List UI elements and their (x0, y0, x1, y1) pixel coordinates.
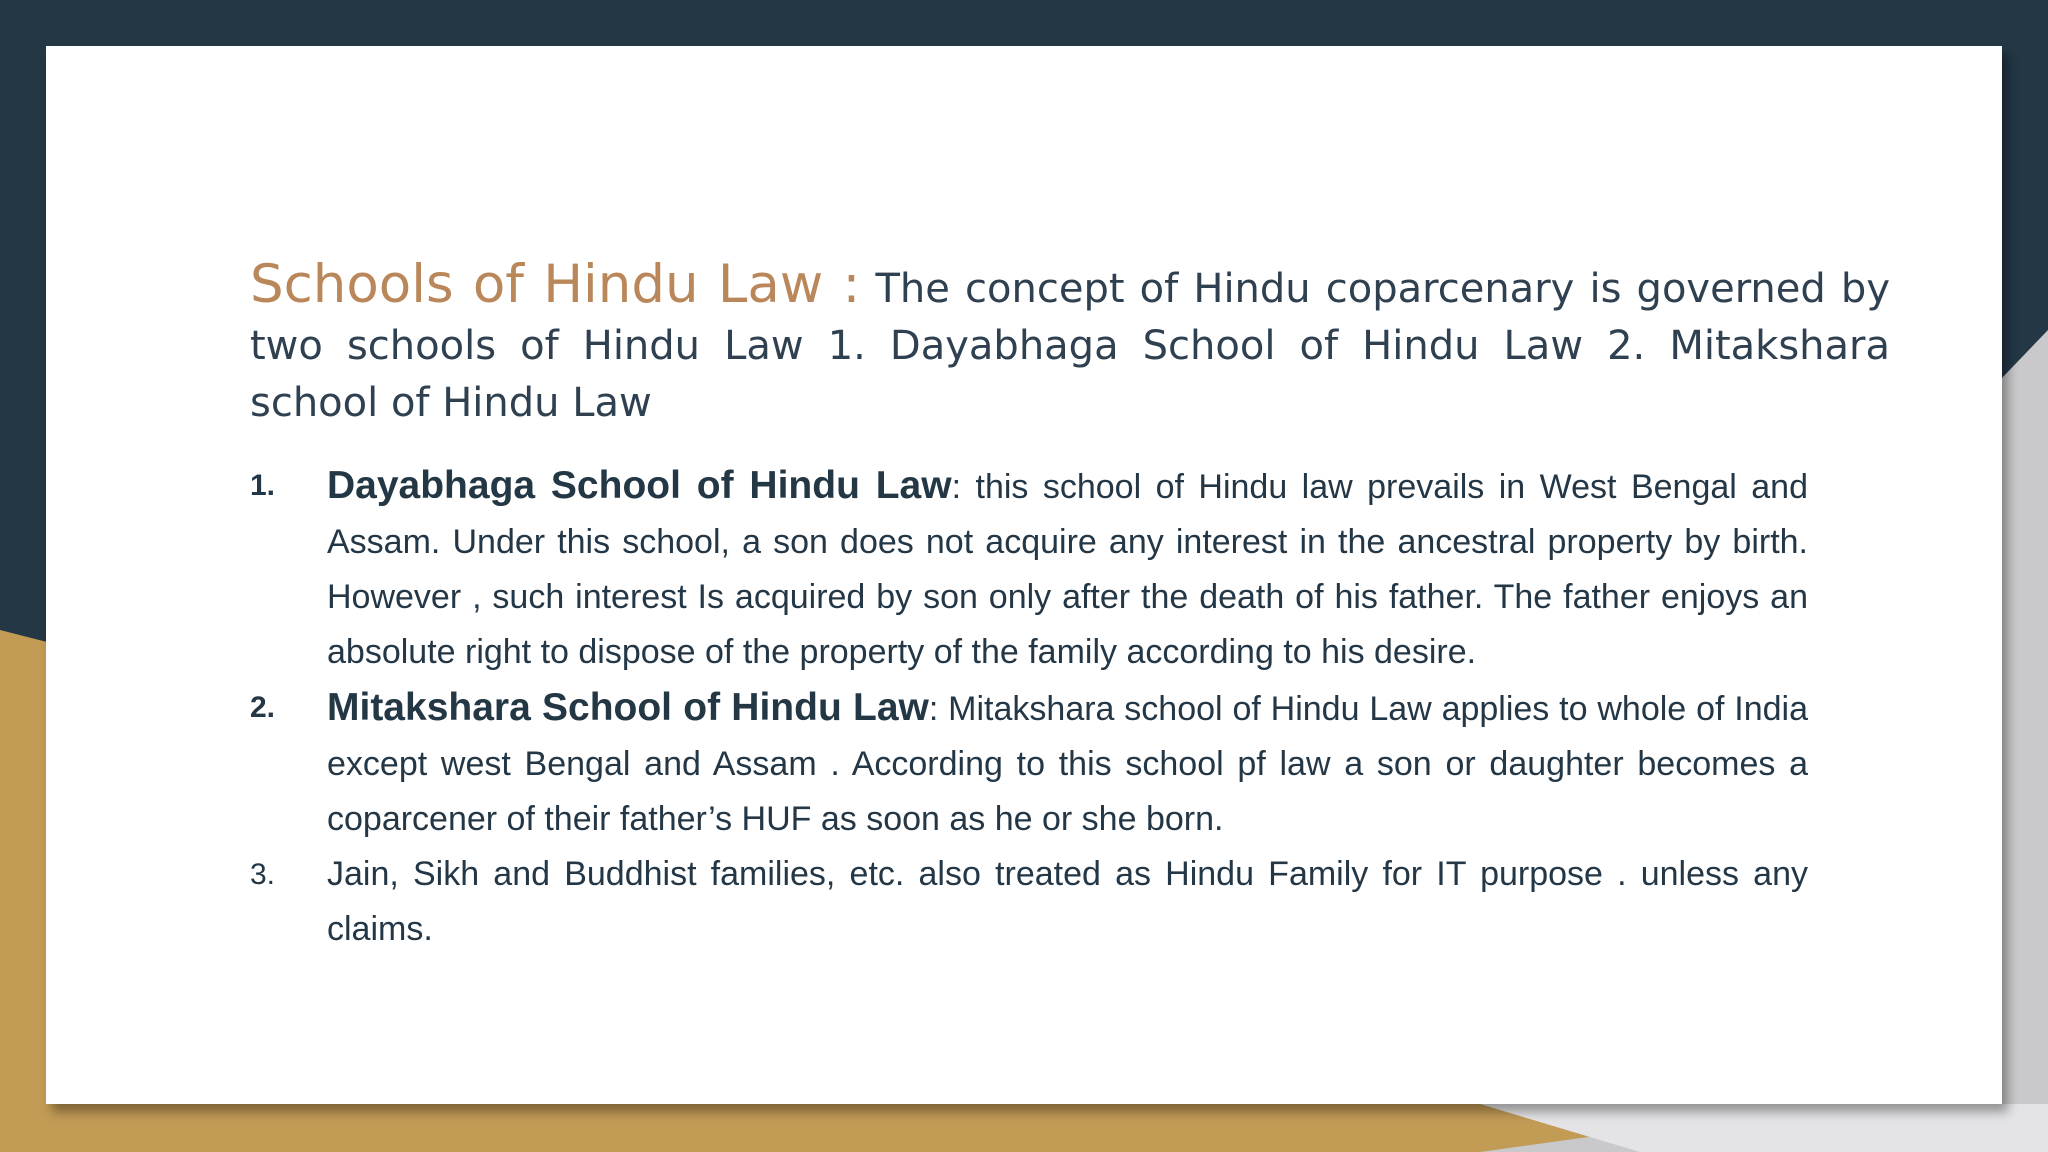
list-item-dayabhaga (250, 458, 1808, 680)
list-item-text: Jain, Sikh and Buddhist families, etc. also treated as Hindu Family for IT purpose . unless any claims. (327, 855, 1808, 948)
list-item-text: : Mitakshara school of Hindu Law applies to whole of India except west Bengal and Assam . According to this school pf law a son or daughter becomes a coparcener of their father’s HUF as soon as he or she born. (327, 690, 1809, 838)
slide-content (250, 256, 1890, 957)
list-number: 3. (250, 858, 276, 891)
list-item-other-families (250, 847, 1808, 957)
list-item-term: Mitakshara School of Hindu Law (327, 686, 929, 729)
slide-card (46, 46, 2002, 1104)
section-heading: Schools of Hindu Law : (250, 254, 861, 315)
list-item-term: Dayabhaga School of Hindu Law (327, 464, 952, 507)
schools-list (250, 458, 1808, 957)
list-number: 1. (250, 469, 276, 502)
list-item-text: : this school of Hindu law prevails in West Bengal and Assam. Under this school, a son does not acquire any interest in the ancestral property by birth. However , such interest Is acquired by son only after the death of his father. The father enjoys an absolute right to dispose of the property of the family according to his desire. (327, 468, 1809, 671)
intro-text: The concept of Hindu coparcenary is governed by two schools of Hindu Law 1. Dayabhaga School of Hindu Law 2. Mitakshara school of Hindu Law (250, 266, 1890, 426)
intro-paragraph (250, 256, 1890, 432)
list-number: 2. (250, 691, 276, 724)
list-item-mitakshara (250, 680, 1808, 847)
